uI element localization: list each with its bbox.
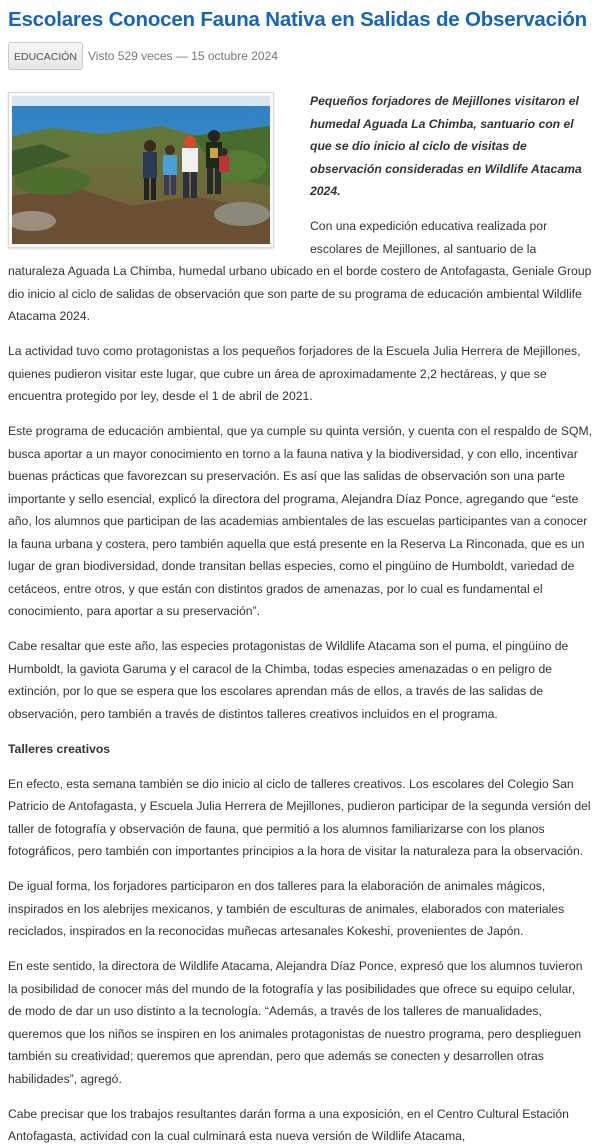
paragraph: De igual forma, los forjadores participaron en dos talleres para la elaboración de animales mágicos, inspirados en los alebrijes mexicanos, y también de esculturas de animales, elaborados con materiales reciclados, inspirados en la reconocidas muñecas artesanales Kokeshi, provenientes de Japón. (8, 879, 565, 938)
article-photo (8, 92, 274, 248)
paragraph: Este programa de educación ambiental, que ya cumple su quinta versión, y cuenta con el respaldo de SQM, busca aportar a un mayor conocimiento en torno a la fauna nativa y la biodiversidad, y con ello, incentivar buenas prácticas que favorezcan su preservación. Es así que las salidas de observación son una parte importante y sello esencial, explicó la directora del programa, Alejandra Díaz Ponce, agregando que “este año, los alumnos que participan de las academias ambientales de las escuelas participantes van a conocer la fauna urbana y costera, pero también aquella que está presente en la Reserva La Rinconada, que es un lugar de gran biodiversidad, donde transitan bellas especies, como el pingüino de Humboldt, variedad de cetáceos, entre otros, y que están con distintos grados de amenazas, por lo cual es fundamental el conocimiento, para aportar a su preservación”. (8, 424, 592, 618)
category-badge[interactable]: EDUCACIÓN (8, 42, 83, 70)
paragraph: Con una expedición educativa realizada por escolares de Mejillones, al santuario de la naturaleza Aguada La Chimba, humedal urbano ubicado en el borde costero de Antofagasta, Geniale Group dio inicio al ciclo de salidas de observación que son parte de su programa de educación ambiental Wildlife Atacama 2024. (8, 219, 592, 323)
section-heading: Talleres creativos (8, 741, 111, 756)
views-and-date: Visto 529 veces — 15 octubre 2024 (88, 49, 278, 63)
paragraph: La actividad tuvo como protagonistas a los pequeños forjadores de la Escuela Julia Herrera de Mejillones, quienes pudieron visitar este lugar, que cubre un área de aproximadamente 2,2 hectáreas, y que se encuentra protegido por ley, desde el 1 de abril de 2021. (8, 344, 581, 403)
photo-students-coast (12, 96, 270, 244)
paragraph: En este sentido, la directora de Wildlife Atacama, Alejandra Díaz Ponce, expresó que los alumnos tuvieron la posibilidad de conocer más del mundo de la fotografía y las posibilidades que ofrece su equipo celular, de modo de dar un uso distinto a la tecnología. “Además, a través de los talleres de manualidades, queremos que los niños se inspiren en los animales protagonistas de nuestro programa, pero desplieguen también su creatividad; queremos que aprendan, pero que además se conecten y desarrollen otras habilidades”, agregó. (8, 959, 583, 1086)
article-lead: Pequeños forjadores de Mejillones visitaron el humedal Aguada La Chimba, santuario con el que se dio inicio al ciclo de visitas de observación consideradas en Wildlife Atacama 2024. (310, 94, 582, 198)
article-body (8, 90, 592, 1148)
paragraph: Cabe precisar que los trabajos resultantes darán forma a una exposición, en el Centro Cultural Estación Antofagasta, actividad con la cual culminará esta nueva versión de Wildlife Atacama, (8, 1106, 569, 1143)
paragraph: En efecto, esta semana también se dio inicio al ciclo de talleres creativos. Los escolares del Colegio San Patricio de Antofagasta, y Escuela Julia Herrera de Mejillones, pudieron participar de la segunda versión del taller de fotografía y observación de fauna, que permitió a los alumnos familiarizarse con los planos fotográficos, pero también con importantes principios a la hora de visitar la naturaleza para la observación. (8, 776, 591, 858)
paragraph: Cabe resaltar que este año, las especies protagonistas de Wildlife Atacama son el puma, el pingüino de Humboldt, la gaviota Garuma y el caracol de la Chimba, todas especies amenazadas o en peligro de extinción, por lo que se espera que los escolares aprendan más de ellos, a través de las salidas de observación, pero también a través de distintos talleres creativos incluidos en el programa. (8, 639, 569, 721)
article-title[interactable]: Escolares Conocen Fauna Nativa en Salidas de Observación (8, 8, 587, 31)
article-meta (8, 41, 592, 71)
